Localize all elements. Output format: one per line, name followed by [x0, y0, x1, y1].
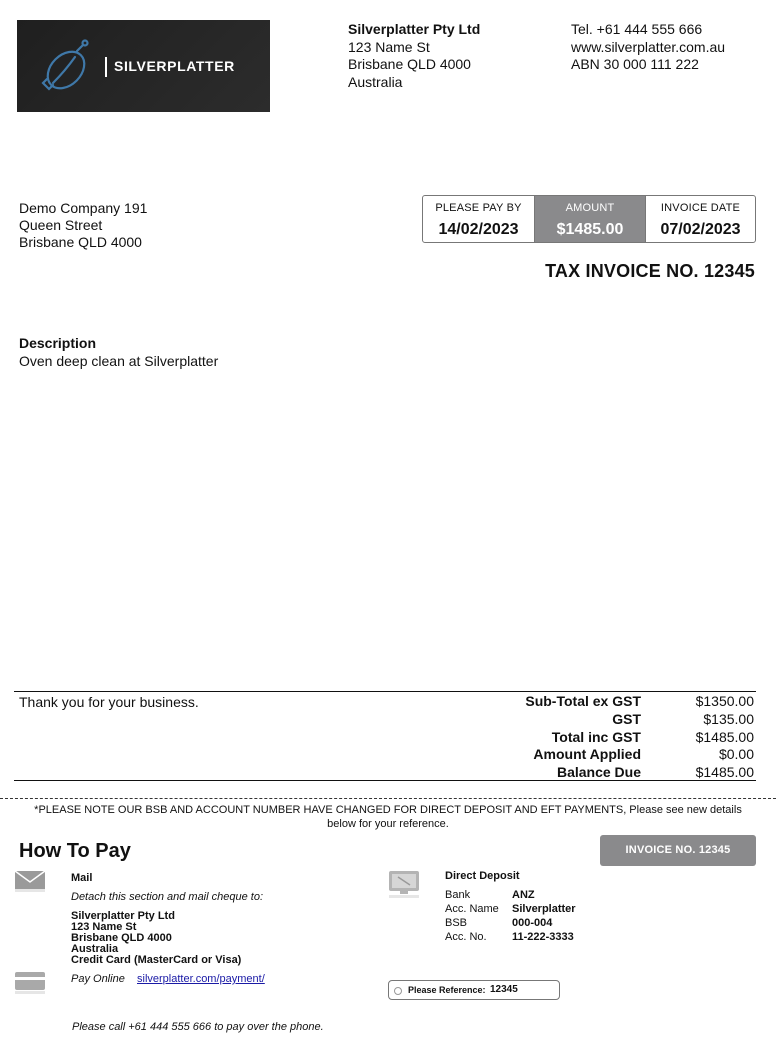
invoice-title: TAX INVOICE NO. 12345: [545, 261, 755, 281]
mail-credit-card-note: Credit Card (MasterCard or Visa): [71, 954, 242, 966]
gst-label: GST: [612, 710, 641, 727]
reference-value: 12345: [490, 984, 518, 995]
cloche-logo-icon: [39, 37, 95, 95]
reference-radio-icon: [394, 987, 402, 995]
company-address-line2: Brisbane QLD 4000: [348, 56, 471, 72]
how-to-pay-heading: How To Pay: [19, 840, 131, 862]
monitor-icon: [388, 869, 420, 899]
invoice-summary-box: [422, 195, 756, 243]
company-abn: ABN 30 000 111 222: [571, 56, 699, 72]
amount-label: AMOUNT: [565, 202, 615, 214]
phone-payment-note: Please call +61 444 555 666 to pay over the phone.: [72, 1021, 324, 1033]
credit-card-icon: [14, 970, 46, 996]
totals-table: [470, 693, 754, 782]
gst-value: $135.00: [703, 710, 754, 727]
company-address-line1: 123 Name St: [348, 38, 430, 55]
mail-heading: Mail: [71, 872, 93, 884]
total-inc-gst-value: $1485.00: [695, 728, 754, 745]
totals-row: [470, 693, 754, 711]
company-contact: [571, 21, 725, 74]
invoice-date-label: INVOICE DATE: [660, 202, 741, 214]
notice-line1: *PLEASE NOTE OUR BSB AND ACCOUNT NUMBER HAVE CHANGED FOR DIRECT DEPOSIT AND EFT PAYMENTS, Please see new details: [34, 804, 742, 816]
bank-label: Bank: [445, 889, 471, 901]
invoice-date-value: 07/02/2023: [660, 221, 741, 238]
bsb-value: 000-004: [512, 917, 553, 929]
mail-address-name: Silverplatter Pty Ltd: [71, 910, 175, 922]
envelope-icon: [14, 869, 46, 893]
bank-row: [445, 916, 576, 930]
company-website: www.silverplatter.com.au: [571, 38, 726, 55]
mail-instruction: Detach this section and mail cheque to:: [71, 891, 264, 903]
bank-row: [445, 930, 576, 944]
client-city: Brisbane QLD 4000: [19, 234, 142, 250]
total-inc-gst-label: Total inc GST: [551, 728, 641, 745]
amount-applied-value: $0.00: [718, 746, 754, 763]
description-heading: Description: [19, 335, 97, 351]
balance-due-value: $1485.00: [695, 764, 754, 781]
pay-online-label: Pay Online: [71, 973, 125, 985]
pay-online-link[interactable]: silverplatter.com/payment/: [137, 973, 265, 985]
totals-bottom-rule: [14, 780, 756, 781]
amount-value: $1485.00: [556, 221, 624, 238]
bsb-label: BSB: [445, 917, 468, 929]
logo-text: SILVERPLATTER: [114, 58, 235, 74]
company-address: [348, 21, 480, 91]
pay-by-value: 14/02/2023: [438, 221, 519, 238]
totals-row: [470, 746, 754, 764]
bank-row: [445, 888, 576, 902]
bank-change-notice: [20, 803, 756, 831]
account-name-label: Acc. Name: [445, 903, 499, 915]
client-address: [19, 200, 147, 251]
client-street: Queen Street: [19, 217, 103, 233]
description-text: Oven deep clean at Silverplatter: [19, 353, 219, 369]
pay-by-label: PLEASE PAY BY: [435, 202, 522, 214]
tear-off-line: [0, 798, 776, 799]
amount-applied-label: Amount Applied: [533, 746, 641, 763]
mail-address-city: Brisbane QLD 4000: [71, 932, 172, 944]
bank-value: ANZ: [512, 889, 535, 901]
company-name: Silverplatter Pty Ltd: [348, 21, 481, 37]
account-number-value: 11-222-3333: [512, 931, 574, 943]
bank-row: [445, 902, 576, 916]
account-name-value: Silverplatter: [512, 903, 576, 915]
subtotal-label: Sub-Total ex GST: [525, 693, 641, 709]
account-number-label: Acc. No.: [445, 931, 487, 943]
amount-cell: [535, 196, 645, 242]
subtotal-value: $1350.00: [695, 693, 754, 709]
invoice-date-cell: [645, 196, 755, 242]
bank-details: [445, 888, 576, 944]
notice-line2: below for your reference.: [327, 818, 449, 830]
payment-reference-box: [388, 980, 560, 1000]
company-phone: Tel. +61 444 555 666: [571, 21, 703, 37]
thank-you-note: Thank you for your business.: [19, 694, 199, 710]
invoice-number-badge: INVOICE NO. 12345: [600, 835, 756, 866]
logo-banner: [17, 20, 270, 112]
mail-address-street: 123 Name St: [71, 921, 137, 933]
client-name: Demo Company 191: [19, 200, 148, 216]
totals-row: [470, 729, 754, 747]
direct-deposit-heading: Direct Deposit: [445, 870, 520, 882]
logo-separator: [105, 57, 107, 77]
company-country: Australia: [348, 73, 403, 90]
totals-row: [470, 711, 754, 729]
balance-due-label: Balance Due: [556, 764, 641, 781]
mail-address-country: Australia: [71, 943, 119, 955]
pay-by-cell: [423, 196, 535, 242]
totals-top-rule: [14, 691, 756, 692]
reference-label: Please Reference:: [408, 985, 486, 995]
